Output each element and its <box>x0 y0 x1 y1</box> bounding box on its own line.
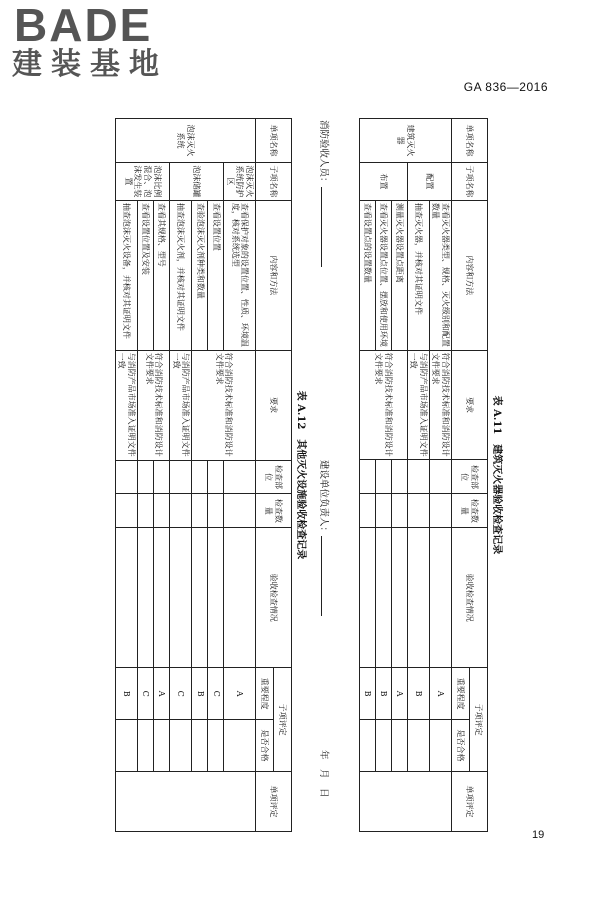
table-a12 <box>115 118 292 832</box>
content-cell: 查看其规格、型号 <box>154 200 170 350</box>
header-content: 内容和方法 <box>452 200 488 350</box>
header-unit: 单项名称 <box>452 119 488 163</box>
header-part: 检查部位 <box>256 460 292 494</box>
header-requirement: 要求 <box>256 350 292 460</box>
importance-cell: B <box>115 668 137 720</box>
importance-cell: A <box>154 668 170 720</box>
header-result: 验收检查情况 <box>452 528 488 668</box>
content-cell: 抽查灭火器，并核对其证明文件 <box>407 200 429 350</box>
inspector-signature <box>318 120 332 267</box>
requirement-cell: 符合消防技术标准和消防设计文件要求 <box>138 350 170 460</box>
unit-name: 泡沫灭火系统 <box>115 119 255 163</box>
group-config: 配置 <box>407 162 451 200</box>
header-requirement: 要求 <box>452 350 488 460</box>
header-pass: 是否合格 <box>452 720 470 772</box>
importance-cell: C <box>138 668 154 720</box>
content-cell: 抽查泡沫灭火设备，并核对其证明文件 <box>115 200 137 350</box>
importance-cell: A <box>224 668 256 720</box>
importance-cell: C <box>208 668 224 720</box>
header-importance: 重要程度 <box>452 668 470 720</box>
content-cell: 抽查泡沫灭火剂，并核对其证明文件 <box>170 200 192 350</box>
responsible-label: 建设单位负责人： <box>318 460 329 537</box>
header-unit-eval: 单项评定 <box>256 772 292 832</box>
importance-cell: A <box>391 668 407 720</box>
content-cell: 查看设置位置 <box>208 200 224 350</box>
responsible-signature <box>318 460 332 616</box>
requirement-cell: 符合消防技术标准和消防设计文件要求 <box>359 350 407 460</box>
importance-cell: A <box>429 668 451 720</box>
importance-cell: B <box>359 668 375 720</box>
content-cell: 查看设置点的设置数量 <box>359 200 375 350</box>
header-pass: 是否合格 <box>256 720 274 772</box>
content-cell: 查验泡沫灭火剂种类和数量 <box>192 200 208 350</box>
requirement-cell: 与消防产品市场准入证明文件一致 <box>407 350 429 460</box>
importance-cell: B <box>407 668 429 720</box>
brand-logo: BADE <box>14 0 153 51</box>
unit-name: 建筑灭火器 <box>359 119 451 163</box>
content-cell: 查看保护对象的设置位置、性质、环境温度，核对系统选型 <box>224 200 256 350</box>
header-eval: 子项评定 <box>274 668 292 772</box>
importance-cell: B <box>375 668 391 720</box>
sub-name: 泡沫储罐 <box>170 162 224 200</box>
header-qty: 检查数量 <box>452 494 488 528</box>
page-number: 19 <box>532 829 545 841</box>
rotated-document <box>30 110 510 840</box>
header-unit: 单项名称 <box>256 119 292 163</box>
requirement-cell: 与消防产品市场准入证明文件一致 <box>170 350 192 460</box>
content-cell: 测量灭火器设置点距离 <box>391 200 407 350</box>
sub-name: 泡沫比例混合、泡沫发生装置 <box>115 162 169 200</box>
header-importance: 重要程度 <box>256 668 274 720</box>
importance-cell: B <box>192 668 208 720</box>
header-content: 内容和方法 <box>256 200 292 350</box>
header-part: 检查部位 <box>452 460 488 494</box>
header-qty: 检查数量 <box>256 494 292 528</box>
header-sub: 子项名称 <box>256 162 292 200</box>
requirement-cell: 符合消防技术标准和消防设计文件要求 <box>192 350 256 460</box>
date-label: 年 月 日 <box>318 750 329 798</box>
standard-code: GA 836—2016 <box>463 80 548 94</box>
importance-cell: C <box>170 668 192 720</box>
brand-logo-cn: 建装基地 <box>12 47 168 82</box>
table-a11 <box>359 118 488 832</box>
sub-name: 泡沫灭火系统防护区 <box>224 162 256 200</box>
table-a12-title: 表 A.12 其他灭火设施验收检查记录 <box>295 390 306 560</box>
header-result: 验收检查情况 <box>256 528 292 668</box>
header-eval: 子项评定 <box>470 668 488 772</box>
content-cell: 查看灭火器设置点位置、摆放和使用环境 <box>375 200 391 350</box>
content-cell: 查看灭火器类型、规格、灭火级别和配置数量 <box>429 200 451 350</box>
header-sub: 子项名称 <box>452 162 488 200</box>
requirement-cell: 符合消防技术标准和消防设计文件要求 <box>429 350 451 460</box>
requirement-cell: 与消防产品市场准入证明文件一致 <box>115 350 137 460</box>
inspector-label: 消防验收人员： <box>318 120 329 187</box>
content-cell: 查看设置位置及安装 <box>138 200 154 350</box>
group-layout: 布置 <box>359 162 407 200</box>
table-a11-title: 表 A.11 建筑灭火器验收检查记录 <box>491 395 502 555</box>
header-unit-eval: 单项评定 <box>452 772 488 832</box>
